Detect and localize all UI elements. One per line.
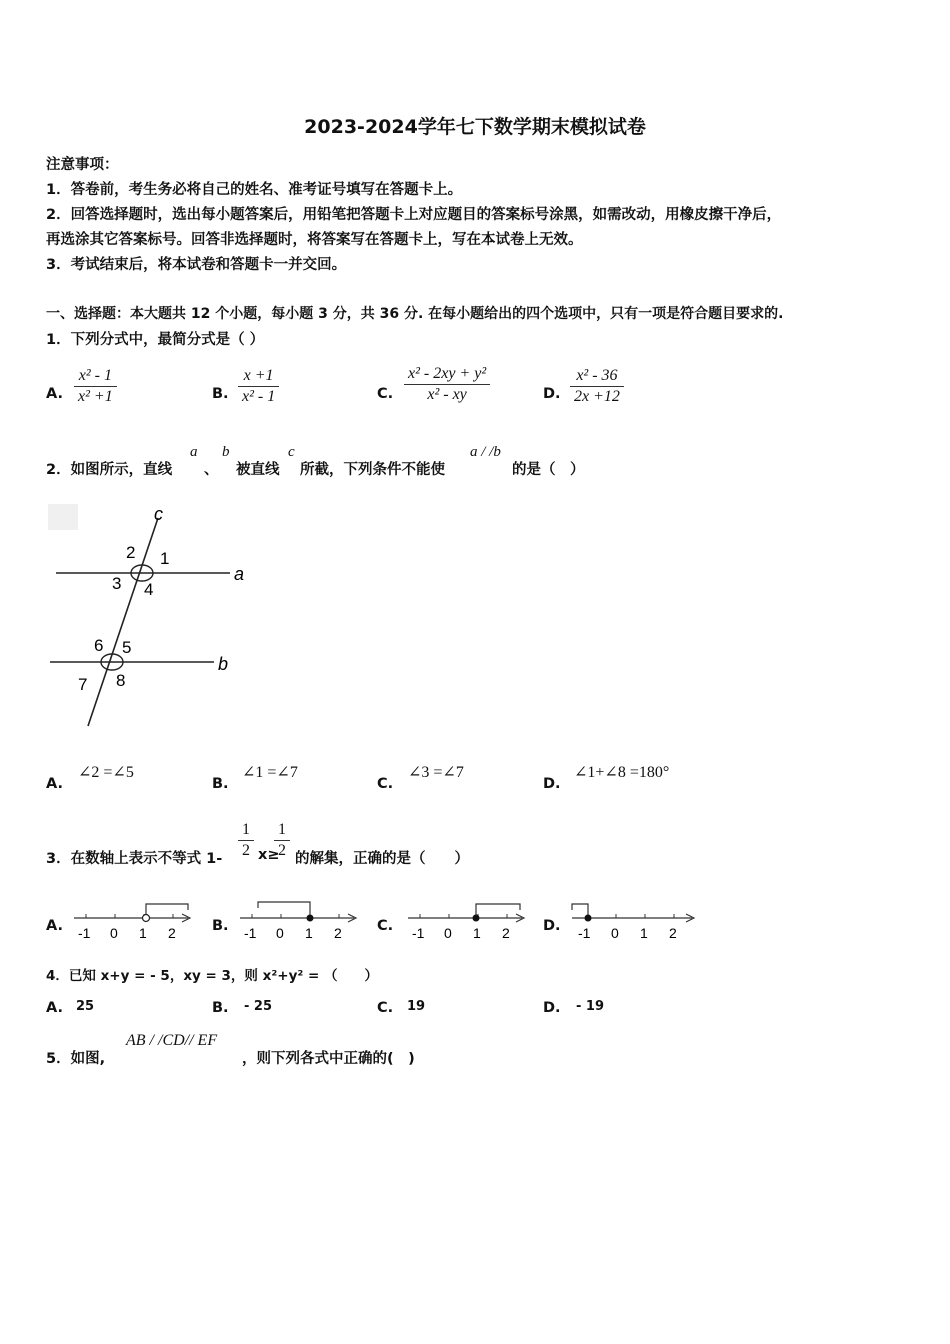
q2-stem-part3: 所截，下列条件不能使 (300, 462, 445, 478)
angle-8: 8 (116, 671, 126, 690)
q2-stem-part4: 的是（ ） (512, 462, 585, 478)
q2-figure (46, 500, 256, 735)
q2-line-b: b (222, 444, 230, 460)
q3-stem-part1: 3．在数轴上表示不等式 1- (46, 851, 223, 867)
label-a: a (234, 564, 245, 584)
q4-stem: 4．已知 x+y = - 5，xy = 3，则 x²+y² = （ ） (46, 968, 378, 984)
page-title: 2023-2024学年七下数学期末模拟试卷 (304, 116, 646, 138)
q1-option-b-fraction (238, 366, 279, 407)
tick-label: 0 (444, 925, 452, 941)
q3-numberline-a (70, 898, 195, 944)
q1-option-a-fraction (74, 366, 117, 407)
angle-4: 4 (144, 580, 154, 599)
q2-option-b-label: B. (212, 776, 229, 792)
q3-option-d-label: D. (543, 918, 561, 934)
q4-option-b: - 25 (244, 999, 273, 1014)
notice-line-2b: 再选涂其它答案标号。回答非选择题时，将答案写在答题卡上，写在本试卷上无效。 (46, 232, 583, 248)
q3-option-c-label: C. (377, 918, 394, 934)
tick-label: 2 (334, 925, 342, 941)
q5-parallel-condition: AB / /CD// EF (126, 1032, 218, 1049)
q3-option-a-label: A. (46, 918, 63, 934)
q2-option-c: ∠3 =∠7 (408, 764, 464, 781)
q3-option-b-label: B. (212, 918, 229, 934)
q2-separator: 、 (204, 462, 219, 478)
angle-3: 3 (112, 574, 122, 593)
angle-6: 6 (94, 636, 104, 655)
q4-option-d: - 19 (576, 999, 605, 1014)
q1-option-b-label: B. (212, 386, 229, 402)
notice-line-3: 3．考试结束后，将本试卷和答题卡一并交回。 (46, 257, 347, 273)
q1-c-denominator: x² - xy (427, 386, 467, 403)
angle-2: 2 (126, 543, 136, 562)
tick-label: 2 (669, 925, 677, 941)
q1-stem: 1．下列分式中，最简分式是（ ） (46, 332, 265, 348)
closed-point (307, 915, 314, 922)
q3-numberline-d (568, 898, 698, 944)
section-heading: 一、选择题：本大题共 12 个小题，每小题 3 分，共 36 分. 在每小题给出的四个选项中，只有一项是符合题目要求的. (46, 306, 784, 322)
q4-option-c: 19 (407, 999, 426, 1014)
angle-5: 5 (122, 638, 132, 657)
q1-option-d-label: D. (543, 386, 561, 402)
tick-label: 2 (168, 925, 176, 941)
q1-a-numerator: x² - 1 (78, 367, 112, 384)
q1-b-numerator: x +1 (243, 367, 274, 384)
q3-stem-part2: x≥ (258, 847, 280, 863)
q2-stem-part1: 2．如图所示，直线 (46, 462, 173, 478)
q2-option-c-label: C. (377, 776, 394, 792)
q1-a-denominator: x² +1 (78, 388, 113, 405)
tick-label: 1 (640, 925, 648, 941)
q1-option-a-label: A. (46, 386, 63, 402)
figure-corner-shade (48, 504, 78, 530)
q4-option-a-label: A. (46, 1000, 63, 1016)
tick-label: -1 (412, 925, 425, 941)
q3-half-num-2: 1 (278, 821, 286, 838)
q1-c-numerator: x² - 2xy + y² (408, 365, 487, 382)
q3-numberline-b (236, 898, 361, 944)
tick-label: 0 (110, 925, 118, 941)
tick-label: 0 (276, 925, 284, 941)
line-c (88, 518, 158, 726)
tick-label: 2 (502, 925, 510, 941)
q1-option-d-fraction (570, 366, 624, 407)
notice-line-1: 1．答卷前，考生务必将自己的姓名、准考证号填写在答题卡上。 (46, 182, 463, 198)
q2-option-d-label: D. (543, 776, 561, 792)
closed-point (473, 915, 480, 922)
tick-label: -1 (578, 925, 591, 941)
tick-label: -1 (244, 925, 257, 941)
q3-numberline-c (404, 898, 529, 944)
tick-label: 1 (139, 925, 147, 941)
q2-option-a-label: A. (46, 776, 63, 792)
q1-b-denominator: x² - 1 (242, 388, 276, 405)
q2-line-c: c (288, 444, 295, 460)
angle-7: 7 (78, 675, 88, 694)
angle-1: 1 (160, 549, 170, 568)
q2-option-b: ∠1 =∠7 (242, 764, 298, 781)
q3-half-den-1: 2 (242, 842, 250, 859)
tick-label: -1 (78, 925, 91, 941)
q4-option-a: 25 (76, 999, 95, 1014)
q3-stem-part3: 的解集，正确的是（ ） (295, 851, 469, 867)
label-c: c (154, 504, 163, 524)
q2-stem-part2: 被直线 (236, 462, 280, 478)
q1-option-c-label: C. (377, 386, 394, 402)
q3-half-num-1: 1 (242, 821, 250, 838)
q2-option-d: ∠1+∠8 =180° (574, 764, 670, 781)
open-point (143, 915, 150, 922)
q3-half-fraction-2 (274, 820, 290, 861)
q1-option-c-fraction (404, 364, 490, 405)
tick-label: 1 (473, 925, 481, 941)
q4-option-c-label: C. (377, 1000, 394, 1016)
notice-line-2a: 2．回答选择题时，选出每小题答案后，用铅笔把答题卡上对应题目的答案标号涂黑，如需改动，用橡皮擦干净后， (46, 207, 782, 223)
q4-option-b-label: B. (212, 1000, 229, 1016)
q3-half-fraction-1 (238, 820, 254, 861)
label-b: b (218, 654, 229, 674)
tick-label: 1 (305, 925, 313, 941)
q3-half-den-2: 2 (278, 842, 286, 859)
q5-stem-part1: 5．如图, (46, 1051, 106, 1067)
closed-point (585, 915, 592, 922)
q4-option-d-label: D. (543, 1000, 561, 1016)
q2-line-a: a (190, 444, 198, 460)
q2-option-a: ∠2 =∠5 (78, 764, 134, 781)
q1-d-numerator: x² - 36 (576, 367, 618, 384)
q1-d-denominator: 2x +12 (574, 388, 620, 405)
q2-parallel-condition: a / /b (470, 444, 501, 460)
q5-stem-part2: ，则下列各式中正确的( ) (242, 1051, 415, 1067)
notice-heading: 注意事项： (46, 157, 119, 173)
tick-label: 0 (611, 925, 619, 941)
